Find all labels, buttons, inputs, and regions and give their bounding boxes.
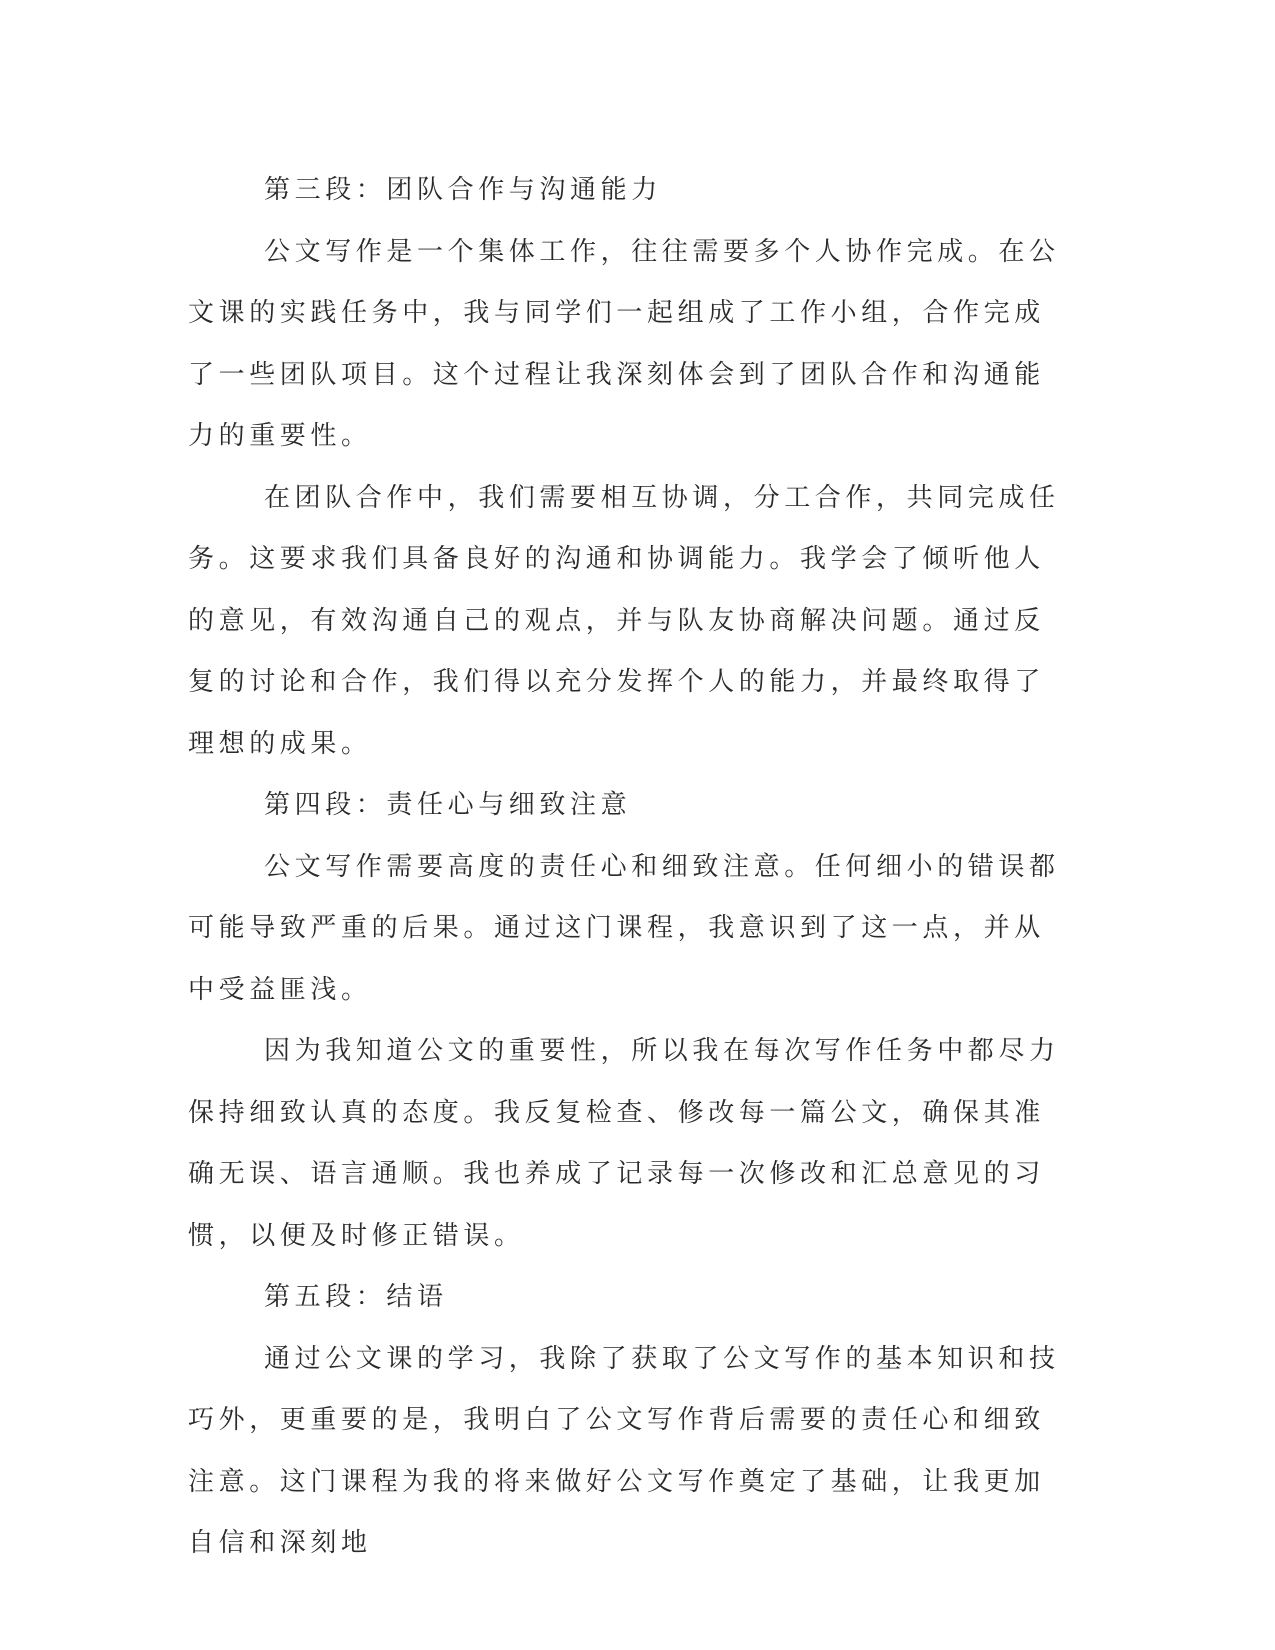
section-heading-3: 第三段：团队合作与沟通能力 xyxy=(264,175,662,205)
paragraph: 因为我知道公文的重要性，所以我在每次写作任务中都尽力保持细致认真的态度。我反复检查、修改每一篇公文，确保其准确无误、语言通顺。我也养成了记录每一次修改和汇总意见的习惯，以便及时修正错误。 xyxy=(188,1036,1060,1251)
section-heading-5: 第五段：结语 xyxy=(264,1282,448,1312)
document-body xyxy=(188,160,1068,1575)
paragraph: 在团队合作中，我们需要相互协调，分工合作，共同完成任务。这要求我们具备良好的沟通和协调能力。我学会了倾听他人的意见，有效沟通自己的观点，并与队友协商解决问题。通过反复的讨论和合作，我们得以充分发挥个人的能力，并最终取得了理想的成果。 xyxy=(188,482,1060,759)
paragraph: 通过公文课的学习，我除了获取了公文写作的基本知识和技巧外，更重要的是，我明白了公文写作背后需要的责任心和细致注意。这门课程为我的将来做好公文写作奠定了基础，让我更加自信和深刻地 xyxy=(188,1343,1060,1558)
section-heading-4: 第四段：责任心与细致注意 xyxy=(264,790,632,820)
paragraph: 公文写作需要高度的责任心和细致注意。任何细小的错误都可能导致严重的后果。通过这门课程，我意识到了这一点，并从中受益匪浅。 xyxy=(188,851,1060,1005)
paragraph: 公文写作是一个集体工作，往往需要多个人协作完成。在公文课的实践任务中，我与同学们一起组成了工作小组，合作完成了一些团队项目。这个过程让我深刻体会到了团队合作和沟通能力的重要性。 xyxy=(188,236,1060,451)
